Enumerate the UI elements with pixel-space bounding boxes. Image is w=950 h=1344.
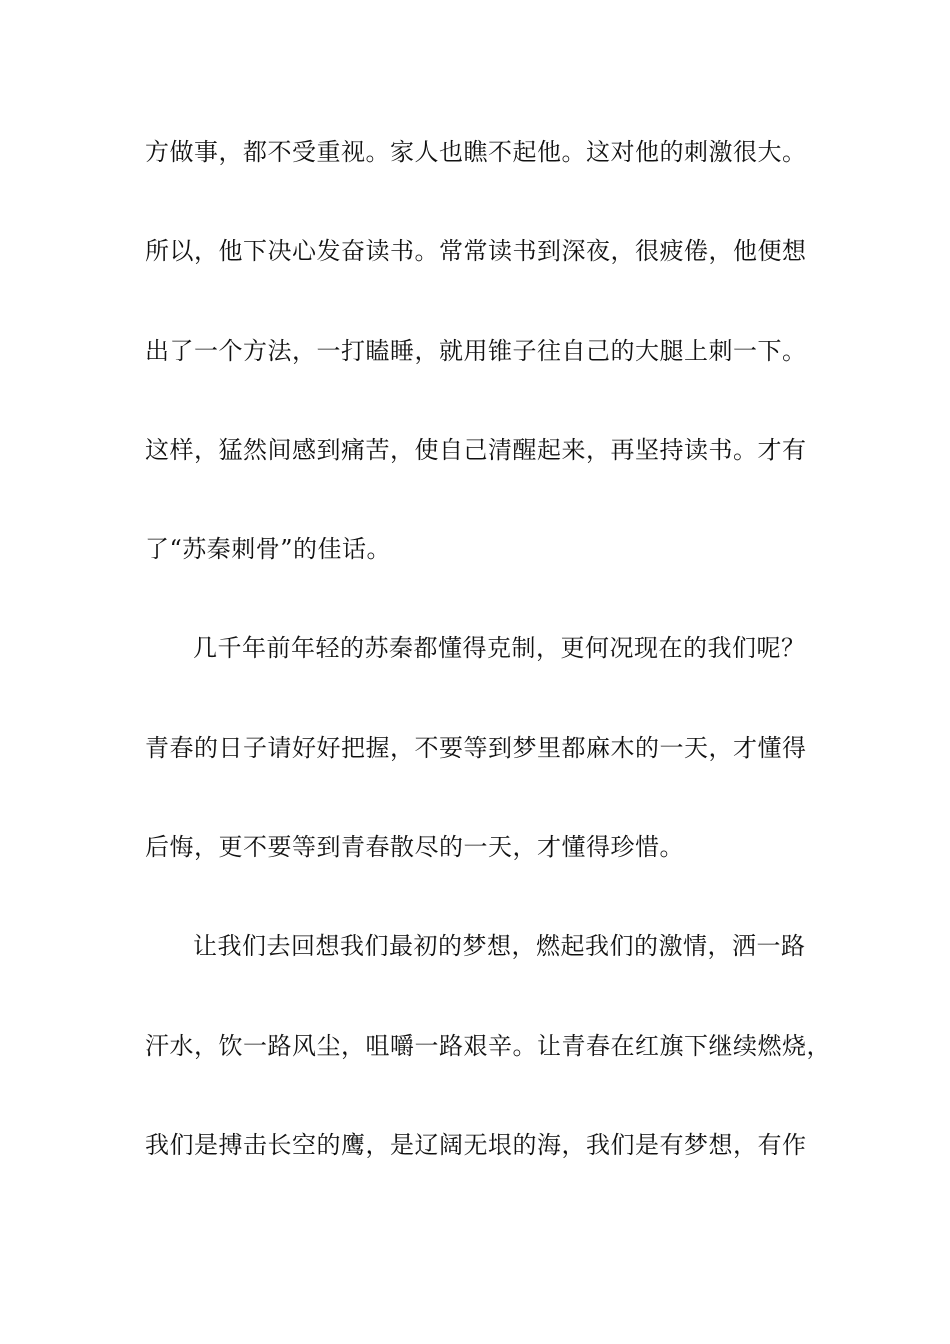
paragraph-3-line-1: 让我们去回想我们最初的梦想，燃起我们的激情，洒一路 bbox=[193, 932, 806, 960]
paragraph-2-line-3: 后悔，更不要等到青春散尽的一天，才懂得珍惜。 bbox=[145, 833, 684, 861]
text-line-5: 了“苏秦刺骨”的佳话。 bbox=[145, 535, 392, 563]
paragraph-3-line-3: 我们是搏击长空的鹰，是辽阔无垠的海，我们是有梦想，有作 bbox=[145, 1131, 807, 1159]
paragraph-3-line-2: 汗水，饮一路风尘，咀嚼一路艰辛。让青春在红旗下继续燃烧， bbox=[145, 1032, 831, 1060]
paragraph-2-line-1: 几千年前年轻的苏秦都懂得克制，更何况现在的我们呢？ bbox=[193, 634, 806, 662]
text-line-2: 所以，他下决心发奋读书。常常读书到深夜，很疲倦，他便想 bbox=[145, 237, 807, 265]
text-line-4: 这样，猛然间感到痛苦，使自己清醒起来，再坚持读书。才有 bbox=[145, 436, 807, 464]
paragraph-2-line-2: 青春的日子请好好把握，不要等到梦里都麻木的一天，才懂得 bbox=[145, 734, 807, 762]
text-line-1: 方做事，都不受重视。家人也瞧不起他。这对他的刺激很大。 bbox=[145, 138, 807, 166]
text-line-3: 出了一个方法，一打瞌睡，就用锥子往自己的大腿上刺一下。 bbox=[145, 337, 807, 365]
